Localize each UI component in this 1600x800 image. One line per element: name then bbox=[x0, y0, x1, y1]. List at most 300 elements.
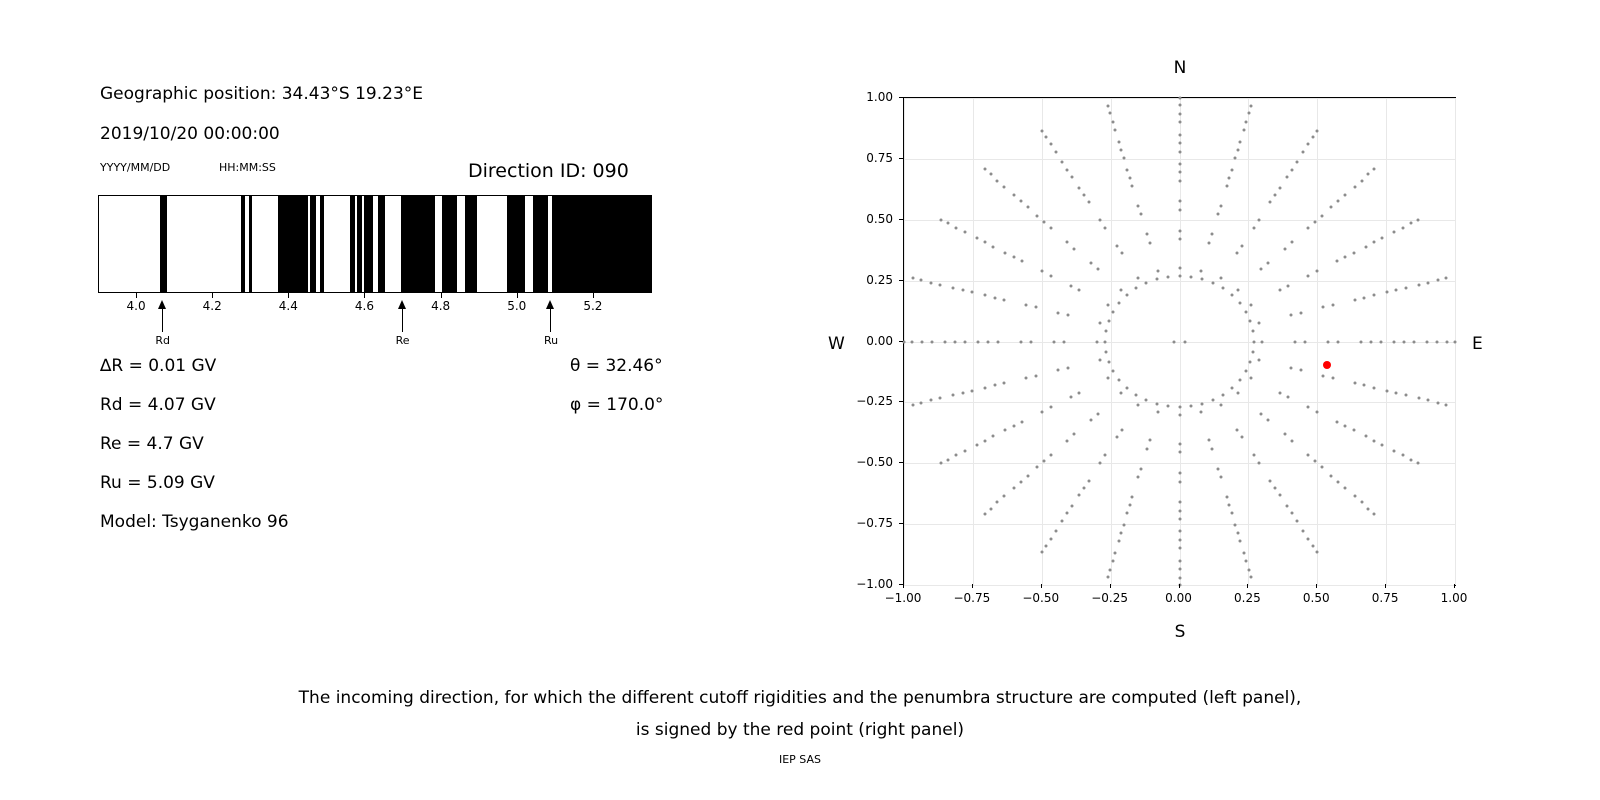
x-tick-label: 5.0 bbox=[507, 299, 527, 313]
direction-point bbox=[1299, 311, 1302, 314]
direction-point bbox=[961, 289, 964, 292]
stat-theta: θ = 32.46° bbox=[570, 356, 663, 376]
direction-point bbox=[1089, 418, 1092, 421]
direction-point bbox=[1178, 267, 1181, 270]
direction-point bbox=[1118, 301, 1121, 304]
direction-point bbox=[989, 507, 992, 510]
direction-point bbox=[1178, 406, 1181, 409]
direction-point bbox=[1393, 450, 1396, 453]
direction-point bbox=[1283, 247, 1286, 250]
credit-label: IEP SAS bbox=[778, 753, 822, 766]
direction-point bbox=[1245, 120, 1248, 123]
direction-point bbox=[1236, 392, 1239, 395]
direction-point bbox=[1242, 552, 1245, 555]
direction-point bbox=[1219, 277, 1222, 280]
direction-point bbox=[1040, 129, 1043, 132]
axis-label-west: W bbox=[828, 334, 845, 354]
direction-point bbox=[1128, 503, 1131, 506]
direction-point bbox=[1069, 285, 1072, 288]
direction-point bbox=[1363, 384, 1366, 387]
direction-point bbox=[1146, 447, 1149, 450]
direction-point bbox=[1071, 176, 1074, 179]
direction-point bbox=[1029, 340, 1032, 343]
direction-point bbox=[1019, 480, 1022, 483]
x-tick-label: 0.50 bbox=[1302, 591, 1330, 605]
direction-point bbox=[1178, 97, 1181, 100]
direction-point bbox=[1219, 403, 1222, 406]
penumbra-band bbox=[533, 196, 548, 292]
x-tick-label: 0.75 bbox=[1371, 591, 1399, 605]
direction-point bbox=[1025, 304, 1028, 307]
direction-point bbox=[1367, 173, 1370, 176]
direction-point bbox=[1307, 537, 1310, 540]
direction-point bbox=[1178, 442, 1181, 445]
direction-point bbox=[961, 391, 964, 394]
grid-line-horizontal bbox=[904, 220, 1455, 221]
direction-point bbox=[1217, 467, 1220, 470]
y-tick-label: 0.25 bbox=[866, 272, 893, 287]
direction-point bbox=[1426, 340, 1429, 343]
stat-model: Model: Tsyganenko 96 bbox=[100, 512, 289, 532]
direction-point bbox=[1436, 340, 1439, 343]
direction-point bbox=[1285, 504, 1288, 507]
y-tick bbox=[899, 462, 903, 463]
direction-point bbox=[920, 279, 923, 282]
x-tick bbox=[1316, 584, 1317, 588]
direction-point bbox=[1178, 576, 1181, 579]
direction-point bbox=[1401, 454, 1404, 457]
direction-point bbox=[1139, 213, 1142, 216]
direction-point bbox=[1040, 551, 1043, 554]
direction-point bbox=[1002, 382, 1005, 385]
direction-point bbox=[992, 245, 995, 248]
direction-point bbox=[1166, 275, 1169, 278]
direction-point bbox=[1026, 474, 1029, 477]
direction-point bbox=[1073, 247, 1076, 250]
direction-point bbox=[1107, 320, 1110, 323]
geographic-position-label: Geographic position: 34.43°S 19.23°E bbox=[100, 84, 424, 104]
y-tick bbox=[899, 523, 903, 524]
direction-point bbox=[929, 281, 932, 284]
direction-point bbox=[1364, 245, 1367, 248]
penumbra-band bbox=[241, 196, 245, 292]
direction-point bbox=[1120, 148, 1123, 151]
direction-point bbox=[1245, 560, 1248, 563]
direction-point bbox=[1236, 251, 1239, 254]
direction-point bbox=[1087, 479, 1090, 482]
direction-point bbox=[1302, 150, 1305, 153]
caption-line-1: The incoming direction, for which the different cutoff rigidities and the penumbra structure are computed (left panel), bbox=[298, 688, 1302, 708]
direction-point bbox=[1344, 486, 1347, 489]
direction-point bbox=[1373, 512, 1376, 515]
direction-point bbox=[1114, 128, 1117, 131]
direction-point bbox=[1295, 161, 1298, 164]
y-tick bbox=[899, 341, 903, 342]
direction-point bbox=[1178, 142, 1181, 145]
penumbra-band bbox=[401, 196, 435, 292]
direction-point bbox=[1412, 340, 1415, 343]
sky-directions-plot bbox=[903, 97, 1456, 586]
direction-point bbox=[1118, 379, 1121, 382]
penumbra-spectrum-plot bbox=[98, 195, 652, 293]
direction-point bbox=[1098, 359, 1101, 362]
y-tick bbox=[899, 280, 903, 281]
y-tick-label: −0.75 bbox=[856, 516, 893, 531]
direction-point bbox=[1290, 241, 1293, 244]
direction-point bbox=[1290, 314, 1293, 317]
direction-point bbox=[938, 397, 941, 400]
direction-point bbox=[1363, 296, 1366, 299]
direction-point bbox=[1417, 462, 1420, 465]
direction-point bbox=[970, 389, 973, 392]
direction-point bbox=[1122, 157, 1125, 160]
direction-point bbox=[1178, 480, 1181, 483]
grid-line-horizontal bbox=[904, 463, 1455, 464]
direction-point bbox=[1019, 200, 1022, 203]
direction-point bbox=[1290, 512, 1293, 515]
x-tick bbox=[517, 293, 518, 298]
direction-point bbox=[970, 291, 973, 294]
x-tick-label: 0.00 bbox=[1165, 591, 1192, 605]
direction-point bbox=[952, 286, 955, 289]
direction-point bbox=[1082, 193, 1085, 196]
direction-point bbox=[1172, 340, 1175, 343]
x-tick bbox=[136, 293, 137, 298]
direction-point bbox=[1322, 374, 1325, 377]
x-tick bbox=[364, 293, 365, 298]
direction-point bbox=[1131, 495, 1134, 498]
direction-point bbox=[1078, 289, 1081, 292]
y-tick bbox=[899, 401, 903, 402]
direction-point bbox=[1315, 270, 1318, 273]
y-tick bbox=[899, 97, 903, 98]
direction-point bbox=[1210, 233, 1213, 236]
direction-point bbox=[1409, 222, 1412, 225]
direction-point bbox=[1344, 425, 1347, 428]
direction-point bbox=[1049, 226, 1052, 229]
direction-point bbox=[1285, 176, 1288, 179]
direction-point bbox=[1066, 168, 1069, 171]
direction-point bbox=[1066, 512, 1069, 515]
direction-point bbox=[1395, 391, 1398, 394]
direction-point bbox=[1041, 410, 1044, 413]
direction-point bbox=[1178, 509, 1181, 512]
direction-point bbox=[1369, 340, 1372, 343]
direction-point bbox=[929, 399, 932, 402]
direction-point bbox=[1312, 135, 1315, 138]
direction-point bbox=[1372, 294, 1375, 297]
direction-point bbox=[1012, 255, 1015, 258]
direction-point bbox=[1269, 201, 1272, 204]
direction-point bbox=[1049, 406, 1052, 409]
arrow-shaft-icon bbox=[550, 306, 551, 332]
direction-point bbox=[1320, 214, 1323, 217]
direction-point bbox=[1252, 340, 1255, 343]
penumbra-band bbox=[320, 196, 325, 292]
direction-point bbox=[984, 386, 987, 389]
direction-point bbox=[1190, 405, 1193, 408]
direction-point bbox=[1105, 330, 1108, 333]
direction-point bbox=[1222, 393, 1225, 396]
direction-point bbox=[1327, 340, 1330, 343]
direction-point bbox=[1061, 519, 1064, 522]
direction-point bbox=[1247, 568, 1250, 571]
direction-point bbox=[1444, 403, 1447, 406]
direction-point bbox=[1137, 475, 1140, 478]
penumbra-band bbox=[310, 196, 316, 292]
direction-point bbox=[1148, 241, 1151, 244]
direction-point bbox=[1096, 268, 1099, 271]
direction-point bbox=[1157, 269, 1160, 272]
direction-point bbox=[983, 168, 986, 171]
direction-point bbox=[955, 226, 958, 229]
direction-point bbox=[1302, 530, 1305, 533]
direction-point bbox=[1061, 161, 1064, 164]
axis-label-east: E bbox=[1472, 334, 1483, 354]
direction-point bbox=[1178, 238, 1181, 241]
x-tick-label: 5.2 bbox=[583, 299, 603, 313]
direction-point bbox=[1026, 206, 1029, 209]
direction-point bbox=[1395, 289, 1398, 292]
direction-point bbox=[1190, 275, 1193, 278]
direction-point bbox=[1274, 487, 1277, 490]
direction-point bbox=[1445, 340, 1448, 343]
stat-phi: φ = 170.0° bbox=[570, 395, 664, 415]
direction-point bbox=[989, 173, 992, 176]
direction-point bbox=[1137, 403, 1140, 406]
penumbra-x-axis bbox=[98, 293, 652, 339]
direction-point bbox=[1112, 370, 1115, 373]
marker-re-label: Re bbox=[395, 334, 410, 347]
direction-point bbox=[1104, 340, 1107, 343]
direction-point bbox=[1257, 219, 1260, 222]
direction-point bbox=[1208, 439, 1211, 442]
direction-point bbox=[1312, 545, 1315, 548]
direction-point bbox=[963, 340, 966, 343]
penumbra-band bbox=[160, 196, 167, 292]
direction-point bbox=[996, 179, 999, 182]
direction-point bbox=[1381, 237, 1384, 240]
direction-point bbox=[1322, 306, 1325, 309]
direction-point bbox=[1178, 162, 1181, 165]
direction-point bbox=[1107, 360, 1110, 363]
direction-point bbox=[1236, 288, 1239, 291]
direction-point bbox=[1257, 461, 1260, 464]
direction-point bbox=[1089, 262, 1092, 265]
direction-point bbox=[1228, 177, 1231, 180]
x-tick-label: 4.6 bbox=[354, 299, 375, 313]
direction-point bbox=[1057, 311, 1060, 314]
direction-point bbox=[1225, 185, 1228, 188]
direction-point bbox=[1344, 194, 1347, 197]
direction-point bbox=[1331, 376, 1334, 379]
direction-point bbox=[1336, 340, 1339, 343]
direction-point bbox=[1106, 303, 1109, 306]
direction-point bbox=[1236, 532, 1239, 535]
x-tick bbox=[1179, 584, 1180, 588]
stat-re: Re = 4.7 GV bbox=[100, 434, 204, 454]
direction-point bbox=[1095, 340, 1098, 343]
direction-point bbox=[1025, 376, 1028, 379]
direction-point bbox=[1003, 495, 1006, 498]
direction-point bbox=[1054, 150, 1057, 153]
direction-point bbox=[1364, 435, 1367, 438]
direction-point bbox=[1231, 386, 1234, 389]
penumbra-band bbox=[364, 196, 373, 292]
direction-point bbox=[1210, 447, 1213, 450]
direction-point bbox=[1360, 340, 1363, 343]
direction-point bbox=[993, 384, 996, 387]
y-tick-label: 0.75 bbox=[866, 150, 893, 165]
direction-point bbox=[1003, 185, 1006, 188]
direction-point bbox=[1260, 412, 1263, 415]
direction-point bbox=[1307, 454, 1310, 457]
direction-point bbox=[1201, 277, 1204, 280]
direction-point bbox=[1335, 260, 1338, 263]
x-tick bbox=[212, 293, 213, 298]
direction-point bbox=[1178, 568, 1181, 571]
x-tick bbox=[972, 584, 973, 588]
direction-point bbox=[1354, 298, 1357, 301]
direction-point bbox=[1352, 251, 1355, 254]
direction-point bbox=[947, 222, 950, 225]
direction-point bbox=[1082, 487, 1085, 490]
direction-point bbox=[1199, 411, 1202, 414]
right-panel bbox=[760, 0, 1600, 660]
direction-point bbox=[1316, 129, 1319, 132]
direction-point bbox=[1360, 501, 1363, 504]
direction-point bbox=[984, 241, 987, 244]
direction-point bbox=[996, 340, 999, 343]
y-tick-label: 0.00 bbox=[866, 333, 893, 348]
direction-point bbox=[987, 340, 990, 343]
direction-point bbox=[1307, 143, 1310, 146]
direction-point bbox=[1004, 251, 1007, 254]
direction-point bbox=[1117, 140, 1120, 143]
stat-delta-r: ∆R = 0.01 GV bbox=[100, 356, 217, 376]
direction-point bbox=[1049, 537, 1052, 540]
direction-point bbox=[1115, 436, 1118, 439]
direction-point bbox=[1307, 274, 1310, 277]
direction-point bbox=[1436, 279, 1439, 282]
direction-point bbox=[1178, 121, 1181, 124]
direction-point bbox=[1125, 386, 1128, 389]
x-tick bbox=[903, 584, 904, 588]
y-tick-label: −0.50 bbox=[856, 455, 893, 470]
direction-point bbox=[1098, 321, 1101, 324]
direction-point bbox=[1012, 486, 1015, 489]
direction-point bbox=[1335, 420, 1338, 423]
direction-point bbox=[1120, 251, 1123, 254]
direction-point bbox=[1131, 185, 1134, 188]
y-tick-label: 0.50 bbox=[866, 211, 893, 226]
direction-point bbox=[1444, 277, 1447, 280]
direction-point bbox=[1393, 340, 1396, 343]
direction-point bbox=[1251, 330, 1254, 333]
direction-point bbox=[984, 439, 987, 442]
direction-point bbox=[1330, 206, 1333, 209]
direction-point bbox=[1454, 340, 1457, 343]
direction-point bbox=[1077, 186, 1080, 189]
axis-label-north: N bbox=[1173, 58, 1187, 78]
direction-point bbox=[1036, 214, 1039, 217]
grid-line-horizontal bbox=[904, 402, 1455, 403]
direction-point bbox=[1236, 429, 1239, 432]
direction-point bbox=[1021, 260, 1024, 263]
direction-point bbox=[1178, 133, 1181, 136]
datetime-label: 2019/10/20 00:00:00 bbox=[100, 124, 280, 144]
direction-point bbox=[1107, 105, 1110, 108]
x-tick bbox=[1454, 584, 1455, 588]
direction-point bbox=[1287, 285, 1290, 288]
direction-point bbox=[1230, 168, 1233, 171]
direction-point bbox=[1099, 219, 1102, 222]
direction-point bbox=[1337, 200, 1340, 203]
direction-point bbox=[1049, 454, 1052, 457]
direction-point bbox=[977, 340, 980, 343]
direction-point bbox=[963, 450, 966, 453]
direction-point bbox=[1066, 241, 1069, 244]
direction-point bbox=[1057, 369, 1060, 372]
direction-point bbox=[1126, 512, 1129, 515]
direction-point bbox=[1115, 244, 1118, 247]
direction-point bbox=[1249, 105, 1252, 108]
direction-point bbox=[1417, 218, 1420, 221]
direction-point bbox=[1427, 399, 1430, 402]
direction-point bbox=[1049, 274, 1052, 277]
direction-point bbox=[1219, 205, 1222, 208]
direction-point bbox=[975, 443, 978, 446]
penumbra-band bbox=[378, 196, 386, 292]
marker-rd bbox=[155, 298, 171, 347]
x-tick-label: 4.2 bbox=[202, 299, 222, 313]
direction-point bbox=[1250, 377, 1253, 380]
direction-point bbox=[992, 435, 995, 438]
direction-point bbox=[1393, 230, 1396, 233]
direction-point bbox=[1373, 168, 1376, 171]
direction-point bbox=[1267, 418, 1270, 421]
direction-point bbox=[1427, 281, 1430, 284]
direction-point bbox=[1231, 294, 1234, 297]
direction-point bbox=[1299, 369, 1302, 372]
direction-point bbox=[1278, 289, 1281, 292]
direction-point bbox=[947, 458, 950, 461]
direction-point bbox=[1012, 194, 1015, 197]
direction-point bbox=[1178, 451, 1181, 454]
direction-point bbox=[944, 340, 947, 343]
direction-point bbox=[1418, 397, 1421, 400]
direction-point bbox=[1252, 226, 1255, 229]
direction-point bbox=[1404, 394, 1407, 397]
direction-point bbox=[1316, 551, 1319, 554]
direction-point bbox=[1249, 575, 1252, 578]
direction-point bbox=[1217, 213, 1220, 216]
direction-point bbox=[1372, 386, 1375, 389]
direction-point bbox=[1078, 391, 1081, 394]
direction-point bbox=[1274, 193, 1277, 196]
direction-point bbox=[1112, 310, 1115, 313]
grid-line-horizontal bbox=[904, 524, 1455, 525]
direction-point bbox=[1178, 559, 1181, 562]
direction-point bbox=[1290, 366, 1293, 369]
penumbra-band bbox=[552, 196, 651, 292]
direction-point bbox=[1062, 340, 1065, 343]
direction-point bbox=[1320, 466, 1323, 469]
direction-point bbox=[1250, 303, 1253, 306]
direction-point bbox=[1099, 461, 1102, 464]
axis-label-south: S bbox=[1174, 622, 1186, 642]
direction-point bbox=[1034, 374, 1037, 377]
